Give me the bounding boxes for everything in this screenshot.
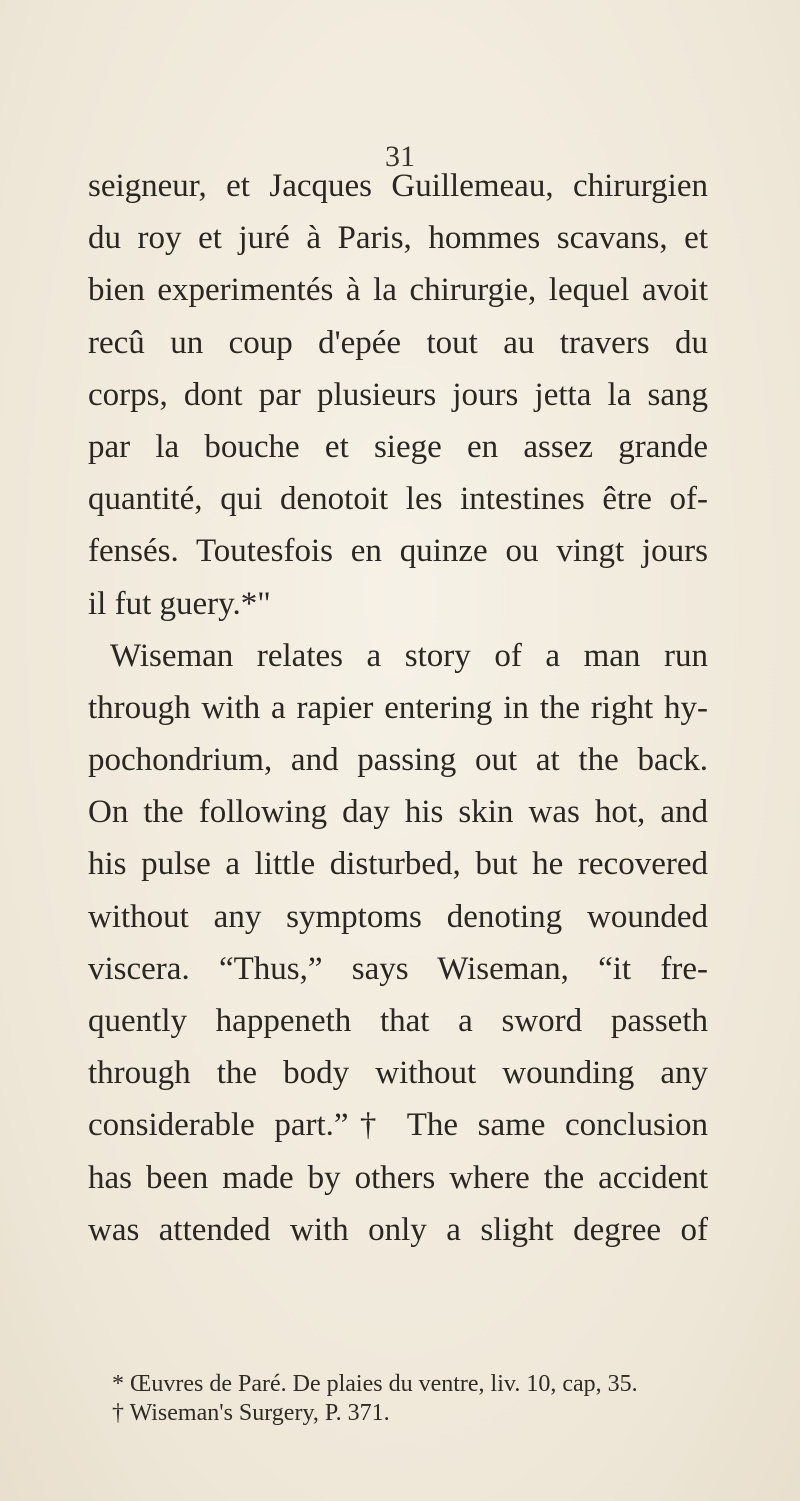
text-line: through with a rapier entering in the right hy- (88, 689, 708, 726)
text-line: seigneur, et Jacques Guillemeau, chirurgien (88, 168, 708, 204)
text-line: il fut guery.*" (88, 585, 271, 622)
text-line: viscera. “Thus,” says Wiseman, “it fre- (88, 950, 708, 987)
text-line: du roy et juré à Paris, hommes scavans, et (88, 220, 708, 257)
text-line: considerable part.”† The same conclusion (88, 1107, 708, 1144)
text-line: has been made by others where the accident (88, 1159, 708, 1196)
text-line: quently happeneth that a sword passeth (88, 1003, 708, 1039)
text-line: On the following day his skin was hot, and (88, 794, 708, 831)
footnotes (112, 1370, 732, 1428)
text-line: Wiseman relates a story of a man run (110, 637, 708, 674)
text-line: through the body without wounding any (88, 1055, 708, 1092)
footnote: † Wiseman's Surgery, P. 371. (112, 1400, 390, 1426)
text-line: bien experimentés à la chirurgie, lequel avoit (88, 272, 708, 309)
text-line: was attended with only a slight degree of (88, 1211, 708, 1248)
footnote: * Œuvres de Paré. De plaies du ventre, liv. 10, cap, 35. (112, 1371, 638, 1397)
text-line: pochondrium, and passing out at the back. (88, 742, 708, 779)
text-line: corps, dont par plusieurs jours jetta la sang (88, 376, 708, 413)
text-line: par la bouche et siege en assez grande (88, 428, 708, 465)
body-text (88, 160, 708, 1256)
text-line: recû un coup d'epée tout au travers du (88, 324, 708, 361)
text-line: quantité, qui denotoit les intestines être of- (88, 481, 708, 518)
page-number: 31 (385, 140, 415, 173)
text-line: his pulse a little disturbed, but he recovered (88, 846, 708, 883)
text-line: without any symptoms denoting wounded (88, 898, 708, 935)
text-line: fensés. Toutesfois en quinze ou vingt jours (88, 533, 708, 570)
